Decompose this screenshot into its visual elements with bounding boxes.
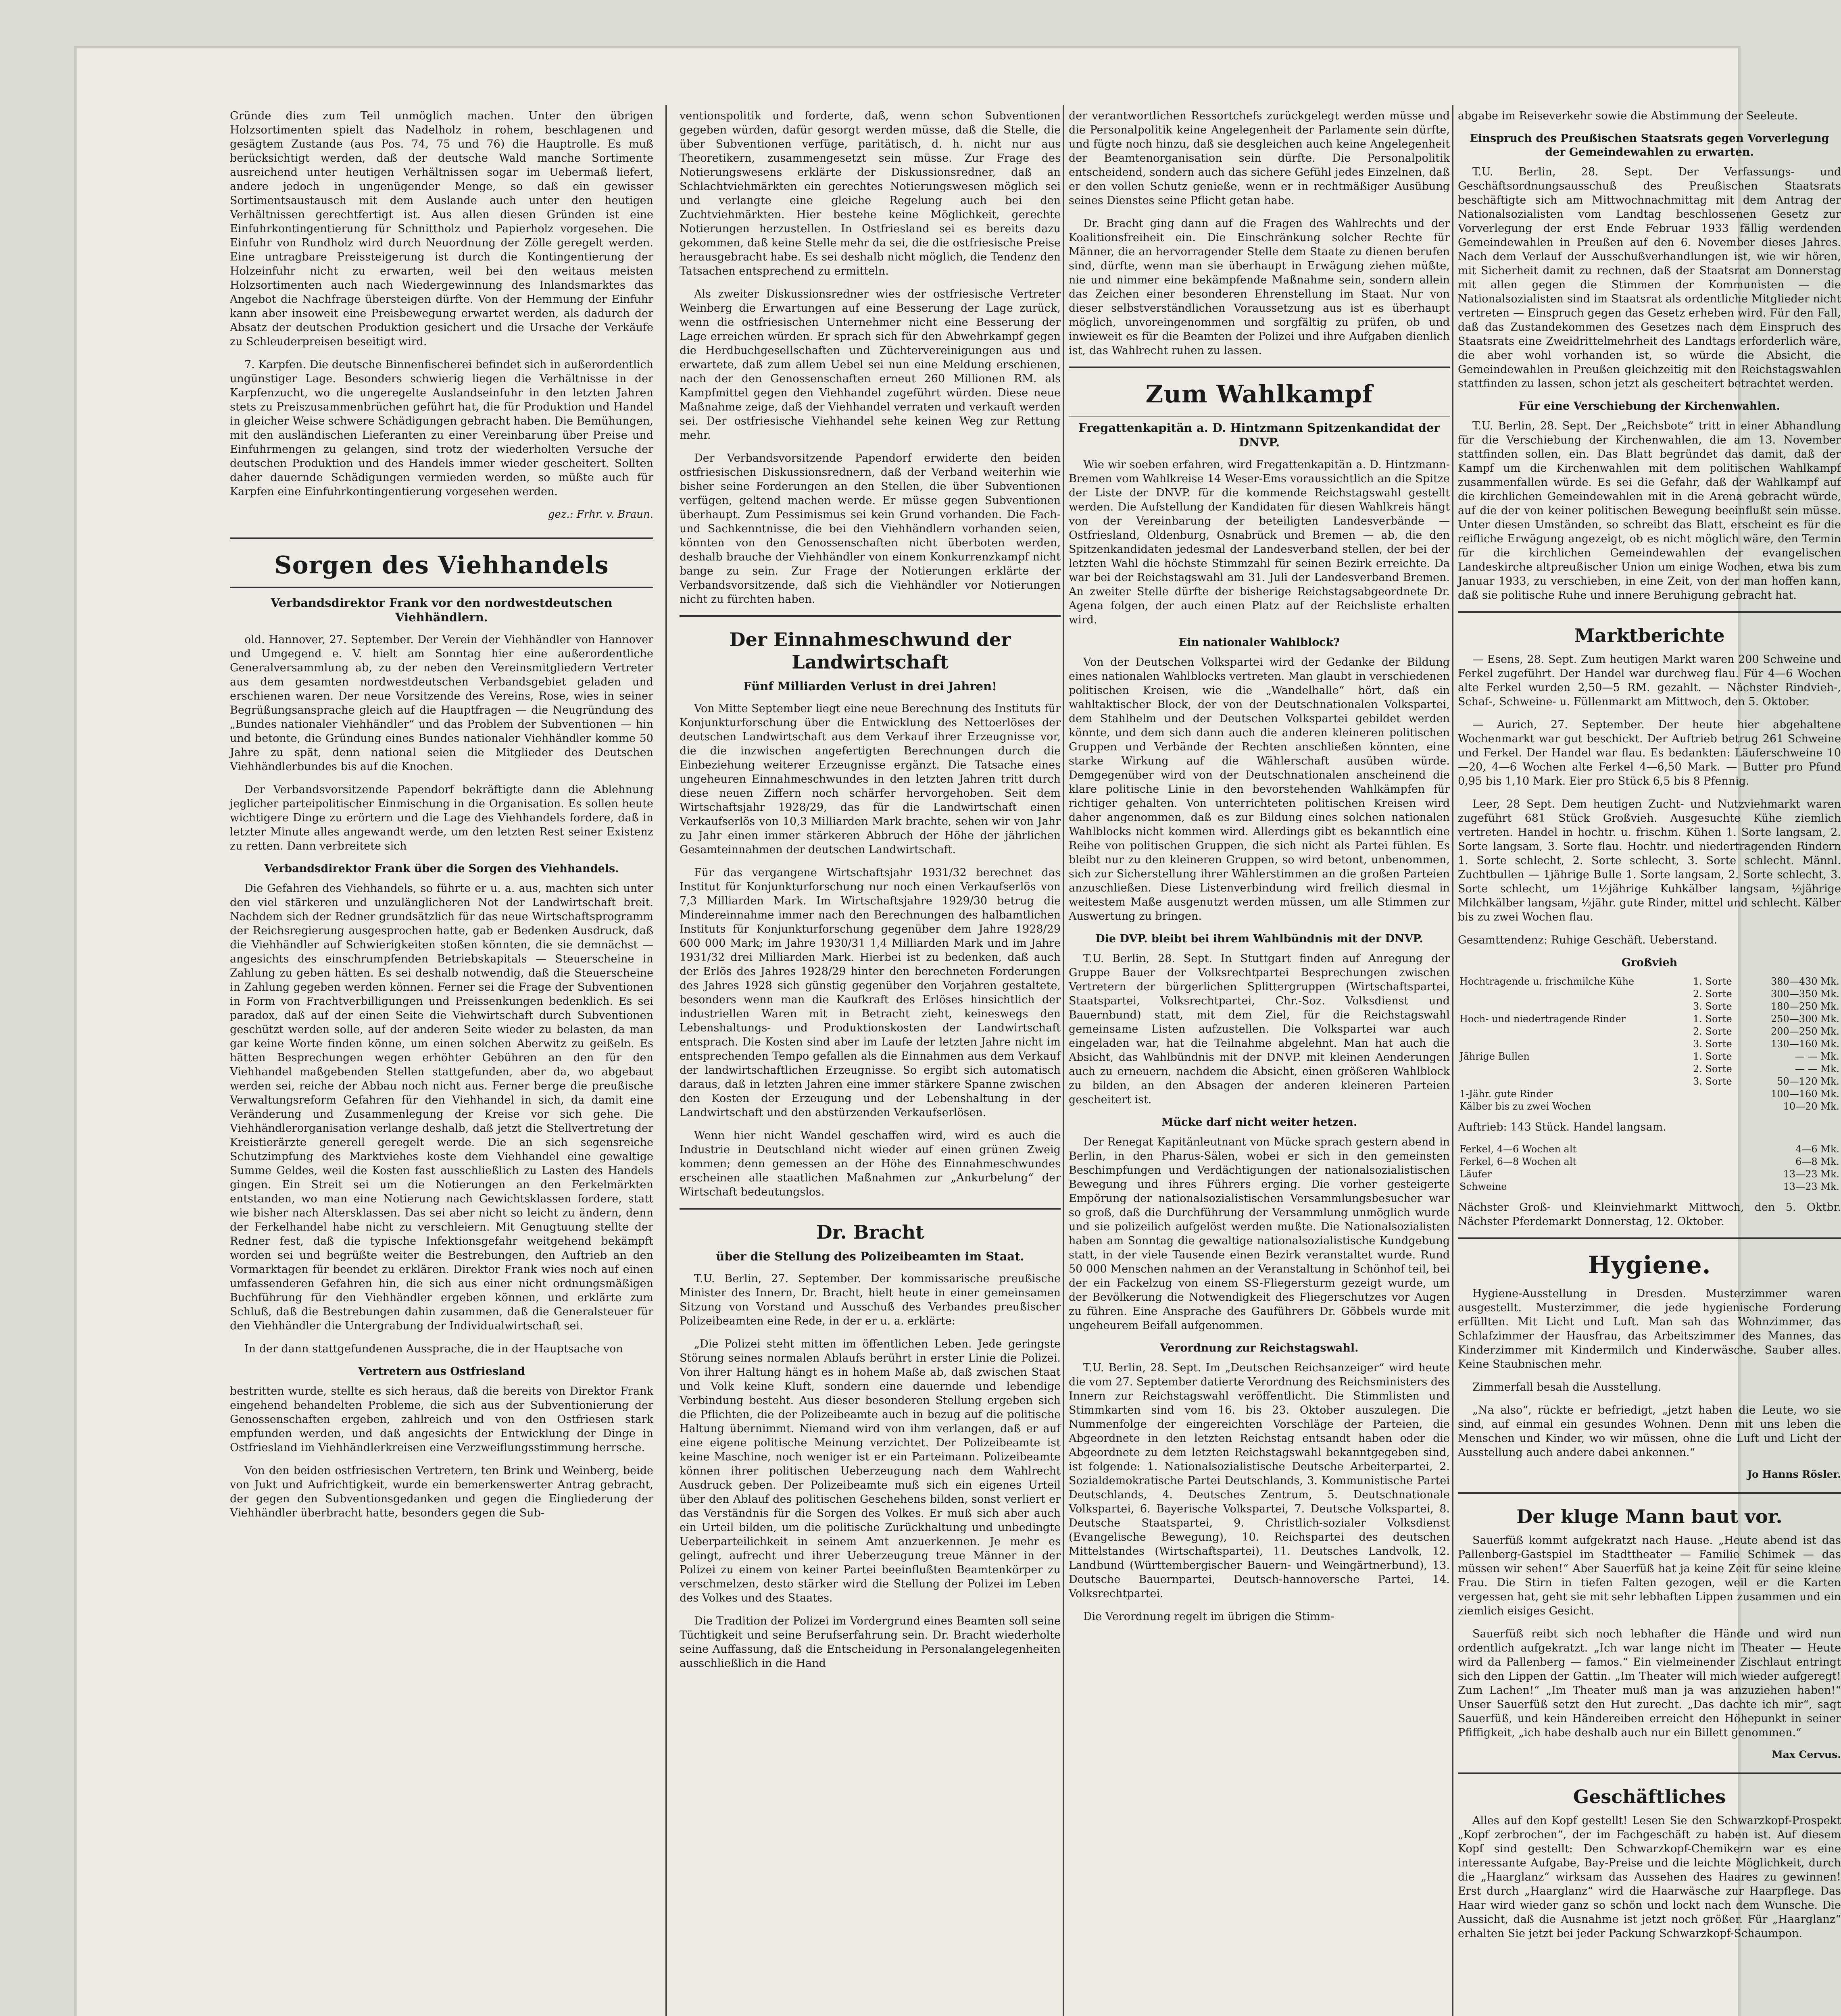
table-cell: 250—300 Mk.	[1771, 1013, 1839, 1025]
table-row	[1458, 1025, 1841, 1038]
price-table	[1458, 1143, 1841, 1193]
article-text: T.U. Berlin, 27. September. Der kommissarische preußische Minister des Innern, Dr. Bracht, hielt heute in einer gemeinsamen Sitzung von Vorstand und Ausschuß des Verbandes preußischer Polizeibeamten eine Rede, in der er u. a. erklärte:	[680, 1272, 1061, 1327]
table-cell	[1458, 1075, 1691, 1088]
article-text: T.U. Berlin, 28. Sept. In Stuttgart finden auf Anregung der Gruppe Bauer der Volksrechtpartei Besprechungen zwischen Vertretern der bürgerlichen Splittergruppen (Wirtschaftspartei, Staatspartei, Volksrechtpartei, Chr.-Soz. Volksdienst und Bauernbund) statt, mit dem Ziel, für die Reichstagswahl gemeinsame Listen aufzustellen. Die Volkspartei war auch eingeladen war, hat die Teilnahme abgelehnt. Man hat auch die Absicht, das Wahlbündnis mit der DNVP. mit kleinen Aenderungen auch zu erneuern, nachdem die Absicht, einen größeren Wahlblock zu bilden, an den Absagen der anderen kleineren Parteien gescheitert ist.	[1069, 952, 1450, 1106]
table-cell: 3. Sorte	[1693, 1001, 1732, 1012]
market-report: Nächster Groß- und Kleinviehmarkt Mittwoch, den 5. Oktbr. Nächster Pferdemarkt Donnerstag, 12. Oktober.	[1458, 1201, 1841, 1228]
article-text: Alles auf den Kopf gestellt! Lesen Sie den Schwarzkopf-Prospekt „Kopf zerbrochen“, der im Fachgeschäft zu haben ist. Auf diesem Kopf sind gestellt: Den Schwarzkopf-Chemikern war es eine interessante Aufgabe, Bay-Preise und die leichte Möglichkeit, durch die „Haarglanz“ wirksam das Aussehen des Haares zu gewinnen! Erst durch „Haarglanz“ wird die Haarwäsche zur Haarpflege. Das Haar wird wieder ganz so schön und lockt nach dem Wunsche. Die Aussicht, daß die Ausnahme ist jetzt noch größer. Für „Haarglanz“ erhalten Sie jetzt bei jeder Packung Schwarzkopf-Schaumpon.	[1458, 1814, 1841, 1940]
headline-geschaeftliches: Geschäftliches	[1573, 1786, 1726, 1808]
table-row	[1458, 1156, 1841, 1168]
table-row	[1458, 1063, 1841, 1075]
market-report: — Aurich, 27. September. Der heute hier abgehaltene Wochenmarkt war gut beschickt. Der Auftrieb betrug 261 Schweine und Ferkel. Der Handel war flau. Es bedankten: Läuferschweine 10—20, 4—6 Wochen alte Ferkel 4—6,50 Mark. — Butter pro Pfund 0,95 bis 1,10 Mark. Eier pro Stück 6,5 bis 8 Pfennig.	[1458, 719, 1841, 787]
table-row	[1458, 975, 1841, 988]
table-cell: Schweine	[1459, 1181, 1507, 1192]
article-text: Von den beiden ostfriesischen Vertretern, ten Brink und Weinberg, beide von Jukt und Aufrichtigkeit, wurde ein bemerkenswerter Antrag gebracht, der gegen den Subventionsgedanken und gegen die Eingliederung der Viehhändler überbracht hatte, besonders gegen die Sub-	[230, 1464, 653, 1519]
article-text: Hygiene-Ausstellung in Dresden. Musterzimmer waren ausgestellt. Musterzimmer, die jede hygienische Forderung erfüllten. Mit Licht und Luft. Man sah das Wohnzimmer, das Schlafzimmer der Hausfrau, das Arbeitszimmer des Mannes, das Kinderzimmer mit Kindermilch und Kinderwäsche. Sauber alles. Keine Staubnischen mehr.	[1458, 1287, 1841, 1370]
market-report: Auftrieb: 143 Stück. Handel langsam.	[1458, 1121, 1666, 1133]
article-text: T.U. Berlin, 28. Sept. Der Verfassungs- und Geschäftsordnungsausschuß des Preußischen Staatsrats beschäftigte sich am Mittwochnachmittag mit dem Antrag der Nationalsozialisten vom Landtag beschlossenen Gesetz zur Vorverlegung der erst Ende Februar 1933 fällig werdenden Gemeindewahlen in Preußen auf den 6. November dieses Jahres. Nach dem Verlauf der Ausschußverhandlungen ist, wie wir hören, mit Sicherheit damit zu rechnen, daß der Staatsrat am Donnerstag mit allen gegen die Stimmen der Kommunisten — die Nationalsozialisten sind im Staatsrat als ordentliche Mitglieder nicht vertreten — Einspruch gegen das Gesetz erheben wird. Für den Fall, daß das Zustandekommen des Gesetzes nach dem Einspruch des Staatsrats eine Zweidrittelmehrheit des Landtags erforderlich wäre, die aber wohl vorhanden ist, so würde die Absicht, die Gemeindewahlen in Preußen gleichzeitig mit den Reichstagswahlen stattfinden zu lassen, schon jetzt als gescheitert betrachtet werden.	[1458, 166, 1841, 390]
table-row	[1458, 1038, 1841, 1050]
table-row	[1458, 1013, 1841, 1025]
table-row	[1458, 1168, 1841, 1181]
subheadline: über die Stellung des Polizeibeamten im Staat.	[716, 1250, 1024, 1263]
table-cell	[1458, 1063, 1691, 1075]
headline-viehhandel: Sorgen des Viehhandels	[274, 551, 609, 579]
column-rule	[1063, 105, 1064, 2016]
headline-einnahmeschwund: Der Einnahmeschwund der Landwirtschaft	[729, 629, 1011, 673]
section-heading: Mücke darf nicht weiter hetzen.	[1161, 1116, 1357, 1129]
article-text: Sauerfüß kommt aufgekratzt nach Hause. „Heute abend ist das Pallenberg-Gastspiel im Stadttheater — Familie Schimek — das müssen wir sehen!“ Aber Sauerfüß hat ja keine Zeit für seine kleine Frau. Die Stirn in tiefen Falten gezogen, weil er die Karten vergessen hat, geht sie mit sehr lebhaften Lippen zusammen und ein ziemlich eisiges Gesicht.	[1458, 1534, 1841, 1617]
headline-wahlkampf: Zum Wahlkampf	[1145, 380, 1373, 408]
table-cell	[1691, 1100, 1747, 1113]
headline-kluge-mann: Der kluge Mann baut vor.	[1516, 1506, 1783, 1527]
article-text: T.U. Berlin, 28. Sept. Im „Deutschen Reichsanzeiger“ wird heute die vom 27. September datierte Verordnung des Reichsministers des Innern zur Reichstagswahl veröffentlicht. Die Stimmlisten und Stimmkarten sind vom 16. bis 23. Oktober auszulegen. Die Nummenfolge der eingereichten Vorschläge der Parteien, die Abgeordnete in den letzten Reichstag entsandt haben oder die Abgeordnete zu dem letzten Reichstagswahl bekanntgegeben sind, ist folgende: 1. Nationalsozialistische Deutsche Arbeiterpartei, 2. Sozialdemokratische Partei Deutschlands, 3. Kommunistische Partei Deutschlands, 4. Deutsches Zentrum, 5. Deutschnationale Volkspartei, 6. Bayerische Volkspartei, 7. Deutsche Volkspartei, 8. Deutsche Staatspartei, 9. Christlich-sozialer Volksdienst (Evangelische Bewegung), 10. Reichspartei des deutschen Mittelstandes (Wirtschaftspartei), 11. Deutsches Landvolk, 12. Landbund (Württembergischer Bauern- und Weingärtnerbund), 13. Deutsche Bauernpartei, Deutsch-hannoversche Partei, 14. Volksrechtpartei.	[1069, 1362, 1450, 1600]
article-text: Dr. Bracht ging dann auf die Fragen des Wahlrechts und der Koalitionsfreiheit ein. Die Einschränkung solcher Rechte für Männer, die an hervorragender Stelle dem Staate zu dienen berufen sind, dürfte, wenn man sie überhaupt in Erwägung ziehen müßte, nie und nimmer eine bekämpfende Maßnahme sein, sondern allein das Zeichen einer besonderen Ehrenstellung im Staat. Nur von dieser selbstverständlichen Voraussetzung aus ist es überhaupt möglich, unvoreingenommen und sorgfältig zu prüfen, ob und inwieweit es für die Beamten der Polizei und ihre Aufgaben dienlich ist, das Wahlrecht ruhen zu lassen.	[1069, 217, 1450, 357]
article-text: In der dann stattgefundenen Aussprache, die in der Hauptsache von	[244, 1343, 623, 1355]
divider	[230, 537, 653, 539]
article-text: Der Renegat Kapitänleutnant von Mücke sprach gestern abend in Berlin, in den Pharus-Sälen, wobei er sich in den gemeinsten Beschimpfungen und Verdächtigungen der nationalsozialistischen Bewegung und ihres Führers erging. Die vorher gesteigerte Empörung der nationalsozialistischen Versammlungsbesucher war so groß, daß die Durchführung der Versammlung unmöglich wurde und sie polizeilich aufgelöst werden mußte. Die Nationalsozialisten haben am Sonntag die gewaltige nationalsozialistische Kundgebung statt, in der viele Tausende einen Bezirk veranstaltet wurde. Rund 50 000 Menschen nahmen an der Veranstaltung in Schönhof teil, bei der ein Fackelzug von einem SS-Fliegersturm gezeigt wurde, um der Bevölkerung die Notwendigkeit des Fliegerschutzes vor Augen zu führen. Eine Ansprache des Gauführers Dr. Göbbels wurde mit ungeheurem Beifall aufgenommen.	[1069, 1136, 1450, 1332]
article-text: Die Tradition der Polizei im Vordergrund eines Beamten soll seine Tüchtigkeit und seine Berufserfahrung sein. Dr. Bracht wiederholte seine Auffassung, daß die Entscheidung in Personalangelegenheiten ausschließlich in die Hand	[680, 1615, 1061, 1670]
article-text: Wie wir soeben erfahren, wird Fregattenkapitän a. D. Hintzmann-Bremen vom Wahlkreise 14 Weser-Ems voraussichtlich an die Spitze der Liste der DNVP. für die kommende Reichstagswahl gestellt werden. Die Aufstellung der Kandidaten für diesen Wahlkreis hängt von der Vereinbarung der beteiligten Landesverbände — Ostfriesland, Oldenburg, Osnabrück und Bremen — ab, die den Spitzenkandidaten jedesmal der Landesverband stellen, der bei der letzten Wahl die höchste Stimmzahl für seinen Bezirk erreichte. Da war bei der Reichstagswahl am 31. Juli der Landesverband Bremen. An zweiter Stelle dürfte der bisherige Reichstagsabgeordnete Dr. Agena folgen, der auch einen Platz auf der Reichsliste erhalten wird.	[1069, 458, 1450, 626]
table-cell: 380—430 Mk.	[1771, 976, 1839, 987]
divider	[1069, 416, 1450, 417]
table-cell: 3. Sorte	[1693, 1038, 1732, 1050]
table-cell: 200—250 Mk.	[1771, 1026, 1839, 1037]
table-cell: — — Mk.	[1795, 1063, 1839, 1075]
article-text: old. Hannover, 27. September. Der Verein der Viehhändler von Hannover und Umgegend e. V. hielt am Sonntag hier eine außerordentliche Generalversammlung ab, zu der neben den Vereinsmitgliedern Vertreter aus dem gesamten nordwestdeutschen Verbandsgebiet geladen und erschienen waren. Der neue Vorsitzende des Vereins, Rose, wies in seiner Begrüßungsansprache gleich auf die Hauptfragen — die Neugründung des „Bundes nationaler Viehhändler“ und das Problem der Subventionen — hin und betonte, die Gründung eines Bundes nationaler Viehhändler komme 50 Jahre zu spät, denn national seien die Mitglieder des Deutschen Viehhändlerbundes bis auf die Knochen.	[230, 633, 653, 773]
article-text: ventionspolitik und forderte, daß, wenn schon Subventionen gegeben würden, dafür gesorgt werden müsse, daß die Stelle, die über Subventionen verfüge, paritätisch, d. h. nicht nur aus Theoretikern, zusammengesetzt sein müsse. Zur Frage des Notierungswesens erklärte der Diskussionsredner, daß an Schlachtviehmärkten ein gerechtes Notierungswesen möglich sei und verlangte eine gleiche Regelung auch bei den Zuchtviehmärkten. Hier bestehe keine Möglichkeit, gerechte Notierungen herzustellen. In Ostfriesland sei es bereits dazu gekommen, daß keine Stelle mehr da sei, die die ostfriesische Preise herausgebracht habe. Es sei deshalb nicht möglich, die Tendenz den Tatsachen entsprechend zu ermitteln.	[680, 110, 1061, 277]
table-cell: 50—120 Mk.	[1777, 1076, 1839, 1087]
table-cell	[1458, 1038, 1691, 1050]
article-text: „Na also“, rückte er befriedigt, „jetzt haben die Leute, wo sie sind, auf einmal ein gesundes Wohnen. Denn mit uns leben die Menschen und Kinder, wo wir müssen, ohne die Luft und Licht der Ausstellung auch andere dabei ankennen.“	[1458, 1404, 1841, 1459]
table-cell	[1458, 1000, 1691, 1013]
table-cell: 1. Sorte	[1693, 1013, 1732, 1025]
article-text: Zimmerfall besah die Ausstellung.	[1472, 1381, 1662, 1393]
divider	[1458, 1237, 1841, 1239]
divider	[1458, 1492, 1841, 1494]
article-text: Als zweiter Diskussionsredner wies der ostfriesische Vertreter Weinberg die Erwartungen auf eine Besserung der Lage zurück, wenn die ostfriesischen Unternehmer nicht eine Besserung der Lage erreichen würden. Er sprach sich für den Abwehrkampf gegen die Herdbuchgesellschaften und Züchtervereinigungen aus und erwartete, daß zum allem Uebel sei nun eine Meldung erschienen, nach der den Genossenschaften erneut 260 Millionen RM. als Kampfmittel gegen den Viehhandel zugeführt würden. Diese neue Maßnahme zeige, daß der Viehhandel verraten und verkauft werden sei. Der ostfriesische Viehhandel sehe keinen Weg zur Rettung mehr.	[680, 288, 1061, 442]
section-heading: Ein nationaler Wahlblock?	[1178, 636, 1340, 649]
article-text: Der Verbandsvorsitzende Papendorf bekräftigte dann die Ablehnung jeglicher parteipolitischer Einmischung in die Organisation. Es sollen heute wichtigere Dinge zu erörtern und die Lage des Viehhandels fordere, daß in letzter Minute alles angewandt werde, um den letzten Rest seiner Existenz zu retten. Dann verbreitete sich	[230, 783, 653, 852]
divider	[680, 615, 1061, 617]
table-cell: 180—250 Mk.	[1771, 1001, 1839, 1012]
table-row	[1458, 1000, 1841, 1013]
table-cell: Läufer	[1459, 1168, 1492, 1180]
article-text: der verantwortlichen Ressortchefs zurückgelegt werden müsse und die Personalpolitik keine Angelegenheit der Parlamente sein dürfte, und fügte noch hinzu, daß sie desgleichen auch keine Angelegenheit der Beamtenorganisation sein dürfte. Die Personalpolitik entscheidend, sondern auch das sichere Gefühl jedes Einzelnen, daß er den vollen Schutz genieße, wenn er in rechtmäßiger Ausübung seines Dienstes seine Pflicht getan habe.	[1069, 110, 1450, 207]
market-report: Leer, 28 Sept. Dem heutigen Zucht- und Nutzviehmarkt waren zugeführt 681 Stück Großvieh. Ausgesuchte Kühe ziemlich vertreten. Handel in hochtr. u. frischm. Kühen 1. Sorte langsam, 2. Sorte langsam, 3. Sorte flau. Hochtr. und niedertragenden Rindern 1. Sorte schlecht, 2. Sorte schlecht, 3. Sorte schlecht. Männl. Zuchtbullen — 1jährige Bulle 1. Sorte langsam, 2. Sorte schlecht, 3. Sorte schlecht, um 1½jährige Kuhkälber langsam, ½jährige Milchkälber langsam, ½jähr. gute Rinder, mittel und schlecht. Kälber bis zu zwei Wochen flau.	[1458, 798, 1841, 923]
price-table	[1458, 975, 1841, 1113]
column-1	[230, 109, 653, 1529]
table-cell: 100—160 Mk.	[1771, 1088, 1839, 1100]
subheadline: Fregattenkapitän a. D. Hintzmann Spitzenkandidat der DNVP.	[1078, 421, 1440, 449]
table-cell	[1458, 988, 1691, 1000]
table-cell	[1691, 1088, 1747, 1100]
table-cell: — — Mk.	[1795, 1051, 1839, 1062]
section-heading: Verbandsdirektor Frank über die Sorgen des Viehhandels.	[264, 862, 619, 875]
table-row	[1458, 988, 1841, 1000]
headline-hygiene: Hygiene.	[1588, 1251, 1711, 1279]
table-cell: 6—8 Mk.	[1795, 1156, 1839, 1167]
article-text: abgabe im Reiseverkehr sowie die Abstimmung der Seeleute.	[1458, 110, 1798, 122]
table-cell: 3. Sorte	[1693, 1076, 1732, 1087]
table-cell: Kälber bis zu zwei Wochen	[1459, 1101, 1591, 1112]
table-row	[1458, 1050, 1841, 1063]
table-cell	[1458, 1025, 1691, 1038]
section-heading: Für eine Verschiebung der Kirchenwahlen.	[1519, 400, 1780, 412]
section-heading: Verordnung zur Reichstagswahl.	[1160, 1342, 1359, 1354]
section-heading: Vertretern aus Ostfriesland	[358, 1365, 525, 1378]
article-text: bestritten wurde, stellte es sich heraus, daß die bereits von Direktor Frank eingehend behandelten Probleme, die sich aus der Subventionierung der Genossenschaften ergeben, zahlreich und von den Ostfriesen stark empfunden werden, und daß angesichts der Entwicklung der Dinge in Ostfriesland im Viehhändlerkreisen eine Verzweiflungsstimmung herrsche.	[230, 1385, 653, 1454]
column-2	[680, 109, 1061, 1679]
article-text: Von Mitte September liegt eine neue Berechnung des Instituts für Konjunkturforschung über die Entwicklung des Nettoerlöses der deutschen Landwirtschaft aus dem Verkauf ihrer Erzeugnisse vor, die die inzwischen angefertigten Berechnungen durch die Einbeziehung weiterer Erzeugnisse ergänzt. Die Tatsache eines ungeheuren Einnahmeschwundes in den letzten Jahren tritt durch diese neuen Ziffern noch schärfer hervorgehoben. Seit dem Wirtschaftsjahr 1928/29, das für die Landwirtschaft einen Verkaufserlös von 10,3 Milliarden Mark brachte, sehen wir von Jahr zu Jahr einen immer stärkeren Abbruch der Höhe der jährlichen Gesamteinnahmen der deutschen Landwirtschaft.	[680, 702, 1061, 856]
article-text: 7. Karpfen. Die deutsche Binnenfischerei befindet sich in außerordentlich ungünstiger Lage. Besonders schwierig liegen die Verhältnisse in der Karpfenzucht, wo die ungeregelte Auslandseinfuhr in den letzten Jahren stets zu Preiszusammenbrüchen geführt hat, die für Produktion und Handel in gleicher Weise schwere Schädigungen gebracht haben. Die Bemühungen, mit den ausländischen Lieferanten zu einer Vereinbarung über Preise und Einfuhrmengen zu gelangen, sind trotz der wiederholten Versuche der deutschen Produktion und des Handels immer wieder gescheitert. Sollten daher dauernde Schädigungen vermieden werden, so müßte auch für Karpfen eine Einfuhrkontingentierung vorgesehen werden.	[230, 358, 653, 498]
market-report: — Esens, 28. Sept. Zum heutigen Markt waren 200 Schweine und Ferkel zugeführt. Der Handel war durchweg flau. Für 4—6 Wochen alte Ferkel wurden 2,50—5 RM. gezahlt. — Nächster Rindvieh-, Schaf-, Schweine- u. Füllenmarkt am Mittwoch, den 5. Oktober.	[1458, 653, 1841, 708]
article-text: Gründe dies zum Teil unmöglich machen. Unter den übrigen Holzsortimenten spielt das Nadelholz in rohem, beschlagenen und gesägtem Zustande (aus Pos. 74, 75 und 76) die Hauptrolle. Es muß berücksichtigt werden, daß der deutsche Wald manche Sortimente ausreichend unter heutigen Verhältnissen sogar im Uebermaß liefert, andere jedoch in ungenügender Menge, so daß ein gewisser Sortimentsaustausch mit dem Auslande auch unter den heutigen Verhältnissen gerechtfertigt ist. Aus allen diesen Gründen ist eine Einfuhrkontingentierung für Schnittholz und Papierholz vorgesehen. Die Einfuhr von Rundholz wird durch Neuordnung der Zölle geregelt werden. Eine untragbare Preissteigerung ist durch die Kontingentierung der Holzeinfuhr nicht zu erwarten, weil bei den weitaus meisten Holzsortimenten auch nach Wiedergewinnung des Inlandsmarktes das Angebot die Nachfrage übersteigen dürfte. Von der Hemmung der Einfuhr kann aber insoweit eine Preisbewegung erwartet werden, als dadurch der Absatz der deutschen Produktion gesichert und die Ursache der Verkäufe zu Schleuderpreisen beseitigt wird.	[230, 110, 653, 348]
column-4	[1458, 109, 1841, 1949]
column-rule	[1452, 105, 1453, 2016]
section-heading: Einspruch des Preußischen Staatsrats gegen Vorverlegung der Gemeindewahlen zu erwarten.	[1470, 132, 1829, 158]
section-heading: Großvieh	[1621, 956, 1678, 969]
section-heading: Die DVP. bleibt bei ihrem Wahlbündnis mit der DNVP.	[1095, 933, 1423, 945]
signature: gez.: Frhr. v. Braun.	[548, 508, 653, 521]
column-rule	[665, 105, 667, 2016]
table-cell: 1-Jähr. gute Rinder	[1459, 1088, 1553, 1100]
table-cell: 13—23 Mk.	[1783, 1181, 1839, 1192]
table-cell: Hoch- und niedertragende Rinder	[1459, 1013, 1626, 1025]
table-row	[1458, 1075, 1841, 1088]
divider	[1069, 367, 1450, 368]
author-byline: Jo Hanns Rösler.	[1747, 1468, 1841, 1480]
table-row	[1458, 1100, 1841, 1113]
subheadline: Fünf Milliarden Verlust in drei Jahren!	[743, 679, 997, 693]
table-cell: 2. Sorte	[1693, 1063, 1732, 1075]
table-cell: 4—6 Mk.	[1795, 1143, 1839, 1155]
table-cell: Hochtragende u. frischmilche Kühe	[1459, 976, 1635, 987]
article-text: T.U. Berlin, 28. Sept. Der „Reichsbote“ tritt in einer Abhandlung für die Verschiebung der Kirchenwahlen, die am 13. November stattfinden sollen, ein. Das Blatt begründet das damit, daß der Kampf um die Kirchenwahlen mit dem politischen Wahlkampf zusammenfallen würde. Es sei die Gefahr, daß der Wahlkampf auf die kirchlichen Gemeindewahlen mit in die Arena gebracht würde, auf die der von keiner politischen Bewegung beeinflußt sein müsse. Unter diesen Umständen, so schreibt das Blatt, erscheint es für die reifliche Erwägung angezeigt, ob es nicht möglich wäre, den Termin für die kirchlichen Gemeindewahlen der evangelischen Landeskirche altpreußischer Union um einige Wochen, etwa bis zum Januar 1933, zu verschieben, in eine Zeit, von der man hoffen kann, daß sie politische Ruhe und innere Beruhigung gebracht hat.	[1458, 420, 1841, 602]
table-cell: Ferkel, 4—6 Wochen alt	[1459, 1143, 1577, 1155]
table-cell: 1. Sorte	[1693, 976, 1732, 987]
article-text: Sauerfüß reibt sich noch lebhafter die Hände und wird nun ordentlich aufgekratzt. „Ich war lange nicht im Theater — Heute wird da Pallenberg — famos.“ Ein vielmeinender Zischlaut entringt sich den Lippen der Gattin. „Im Theater will mich wieder aufgeregt! Zum Lachen!“ „Im Theater muß man ja was anzuziehen haben!“ Unser Sauerfüß setzt den Hut zurecht. „Das dachte ich mir“, sagt Sauerfüß, und kein Händereiben erreicht den Höhepunkt in seiner Pfiffigkeit, „ich habe deshalb auch nur ein Billett genommen.“	[1458, 1628, 1841, 1739]
divider	[230, 587, 653, 588]
divider	[680, 1208, 1061, 1210]
subheadline: Verbandsdirektor Frank vor den nordwestdeutschen Viehhändlern.	[271, 596, 613, 624]
market-report: Gesamttendenz: Ruhige Geschäft. Ueberstand.	[1458, 934, 1718, 946]
table-cell: 2. Sorte	[1693, 988, 1732, 1000]
author-byline: Max Cervus.	[1772, 1749, 1841, 1760]
article-text: Die Gefahren des Viehhandels, so führte er u. a. aus, machten sich unter den viel stärkeren und unzulänglicheren Not der Landwirtschaft breit. Nachdem sich der Redner grundsätzlich für das neue Wirtschaftsprogramm der Reichsregierung ausgesprochen hatte, gab er Bedenken Ausdruck, daß die Viehhändler auf Schwierigkeiten stoßen könnten, die sie demnächst — angesichts des einschrumpfenden Betriebskapitals — Steuerscheine in Zahlung zu geben hätten. Es sei deshalb notwendig, daß die Steuerscheine in Zahlung gegeben werden können. Ferner sei die Frage der Subventionen in Form von Frachtverbilligungen und Preissenkungen bedenklich. Es sei paradox, daß auf der einen Seite die Viehwirtschaft durch Subventionen geschützt werden solle, auf der anderen Seite wieder zu belasten, da man gar keine Worte finden könne, um einen solchen Aberwitz zu geißeln. Es hätten Besprechungen wegen erhöhter Gebühren an den für den Viehhandel maßgebenden Stellen stattgefunden, aber da, wo abgebaut werden sei, reiche der Abbau noch nicht aus. Ferner berge die preußische Verwaltungsreform Gefahren für den Viehhandel in sich, da damit eine Veränderung und Zusammenlegung der Kreise vor sich gehe. Die Viehhändlerorganisation verlange deshalb, daß jetzt die Stellvertretung der Kreistierärzte generell geregelt werde. Die an sich segensreiche Schutzimpfung des Marktviehes koste dem Viehhandel eine gewaltige Summe Geldes, weil die Kosten fast ausschließlich zu Lasten des Handels gingen. Ein Streit sei um die Notierungen an den Ferkelmärkten entstanden, wo man eine Notierung nach Gewichtsklassen fordere, statt wie bisher nach Altersklassen. Das sei aber nicht so leicht zu ändern, denn der Ferkelhandel habe nicht zu verschleiern. Mit Genugtuung stellte der Redner fest, daß die typische Infektionsgefahr weitgehend bekämpft worden sei und begrüßte weiter die Bestrebungen, den Auftrieb an den Vormarktagen für beendet zu erklären. Direktor Frank wies noch auf einen umfassenderen Gefahren hin, die sich aus einer nicht ordnungsmäßigen Buchführung für den Viehhändler ergeben können, und erklärte zum Schluß, daß die Bestrebungen dahin zusammen, daß die Generalsteuer für den Viehhändler die Untergrabung der Individualwirtschaft sei.	[230, 882, 653, 1332]
article-text: Für das vergangene Wirtschaftsjahr 1931/32 berechnet das Institut für Konjunkturforschung nur noch einen Verkaufserlös von 7,3 Milliarden Mark. Im Wirtschaftsjahre 1929/30 betrug die Mindereinnahme immer nach den Berechnungen des halbamtlichen Instituts für Konjunkturforschung gegenüber dem Jahre 1928/29 600 000 Mark; im Jahre 1930/31 1,4 Milliarden Mark und im Jahre 1931/32 drei Milliarden Mark. Hierbei ist zu bedenken, daß auch der Erlös des Jahres 1928/29 hinter den berechneten Forderungen des Jahres 1928 sich günstig gegenüber den Vorjahren gestaltete, besonders wenn man die Kaufkraft des Erlöses hinsichtlich der industriellen Waren mit in Betracht zieht, keineswegs den Lebenshaltungs- und Produktionskosten der Landwirtschaft entsprach. Die Kosten sind aber im Laufe der letzten Jahre nicht im entsprechenden Tempo gefallen als die Einnahmen aus dem Verkauf der landwirtschaftlichen Erzeugnisse. So ergibt sich automatisch daraus, daß in letzten Jahren eine immer stärkere Spanne zwischen den Kosten der Erzeugung und der Lebenshaltung in der Landwirtschaft und den abstürzenden Verkaufserlösen.	[680, 866, 1061, 1119]
article-text: Die Verordnung regelt im übrigen die Stimm-	[1083, 1610, 1334, 1623]
table-cell: 10—20 Mk.	[1783, 1101, 1839, 1112]
table-cell: Ferkel, 6—8 Wochen alt	[1459, 1156, 1577, 1167]
table-cell: 1. Sorte	[1693, 1051, 1732, 1062]
table-row	[1458, 1181, 1841, 1193]
table-cell: 13—23 Mk.	[1783, 1168, 1839, 1180]
article-text: Von der Deutschen Volkspartei wird der Gedanke der Bildung eines nationalen Wahlblocks vertreten. Man glaubt in verschiedenen politischen Kreisen, wie die „Wandelhalle“ hört, daß ein wahltaktischer Block, der von der Deutschnationalen Volkspartei, dem Stahlhelm und der Deutschen Volkspartei gebildet werden könnte, und dem sich dann auch die anderen kleineren politischen Gruppen und Verbände der Rechten anschließen könnten, eine starke Wirkung auf die Wählerschaft ausüben würde. Demgegenüber wird von der Deutschnationalen anscheinend die klare politische Linie in den bevorstehenden Wahlkämpfen für richtiger gehalten. Von unterrichteten politischen Kreisen wird daher angenommen, daß es zur Bildung eines solchen nationalen Wahlblocks nicht kommen wird. Allerdings gibt es bekanntlich eine Reihe von politischen Gruppen, die sich nicht als Partei fühlen. Es bleibt nur zu den kleineren Gruppen, so wird betont, unbenommen, sich zur Sicherstellung ihrer Wählerstimmen an die großen Parteien anzuschließen. Diese Listenverbindung wird freilich diesmal in weitestem Maße ausgenutzt werden müssen, um alle Stimmen zur Auswertung zu bringen.	[1069, 656, 1450, 923]
column-3	[1069, 109, 1450, 1633]
divider	[1458, 611, 1841, 613]
table-cell: 130—160 Mk.	[1771, 1038, 1839, 1050]
table-cell: Jährige Bullen	[1459, 1051, 1530, 1062]
article-text: Der Verbandsvorsitzende Papendorf erwiderte den beiden ostfriesischen Diskussionsrednern, daß der Verband weiterhin wie bisher seine Forderungen an den Stellen, die über Subventionen verfügen, geltend machen werde. Er müsse gegen Subventionen überhaupt. Zum Pessimismus sei kein Grund vorhanden. Die Fach- und Sachkenntnisse, die bei den Viehhändlern vorhanden seien, könnten von den Genossenschaften nicht überboten werden, deshalb brauche der Viehhändler von einem Konkurrenzkampf nicht bange zu sein. Zur Frage der Notierungen erklärte der Verbandsvorsitzende, daß sich die Viehhändler vor Notierungen nicht zu fürchten haben.	[680, 452, 1061, 606]
newspaper-page	[77, 48, 1841, 2016]
table-cell: 300—350 Mk.	[1771, 988, 1839, 1000]
article-text: „Die Polizei steht mitten im öffentlichen Leben. Jede geringste Störung seines normalen Ablaufs berührt in erster Linie die Polizei. Von ihrer Haltung hängt es in hohem Maße ab, daß zwischen Staat und Volk keine Kluft, sondern eine dauernde und lebendige Verbindung besteht. Aus dieser besonderen Stellung ergeben sich die Pflichten, die der Polizeibeamte auch in bezug auf die politische Haltung übernimmt. Niemand wird von ihm verlangen, daß er auf eine eigene politische Meinung verzichtet. Der Polizeibeamte ist keine Maschine, noch weniger ist er ein Parteimann. Polizeibeamte können ihrer politischen Ueberzeugung nach dem Wahlrecht Ausdruck geben. Der Polizeibeamte muß sich ein eigenes Urteil über den Ablauf des politischen Geschehens bilden, sonst verliert er das Verständnis für die Sorgen des Volkes. Er muß sich aber auch ein Urteil bilden, um die politische Zurückhaltung und unbedingte Ueberparteilichkeit in seinem Amt anzuerkennen. Je mehr es gelingt, aufrecht und ihrer Ueberzeugung treue Männer in der Polizei zu einem von keiner Partei beeinflußten Beamtenkörper zu verschmelzen, desto stärker wird die Stellung der Polizei im Leben des Volkes und des Staates.	[680, 1338, 1061, 1604]
table-row	[1458, 1143, 1841, 1156]
article-text: Wenn hier nicht Wandel geschaffen wird, wird es auch die Industrie in Deutschland nicht wieder auf einen grünen Zweig kommen; denn gemessen an der Höhe des Einnahmeschwundes erscheinen alle staatlichen Maßnahmen zur „Ankurbelung“ der Wirtschaft bedeutungslos.	[680, 1129, 1061, 1198]
headline-marktberichte: Marktberichte	[1574, 625, 1725, 646]
table-row	[1458, 1088, 1841, 1100]
divider	[1458, 1772, 1841, 1774]
table-cell: 2. Sorte	[1693, 1026, 1732, 1037]
headline-bracht: Dr. Bracht	[816, 1221, 924, 1243]
